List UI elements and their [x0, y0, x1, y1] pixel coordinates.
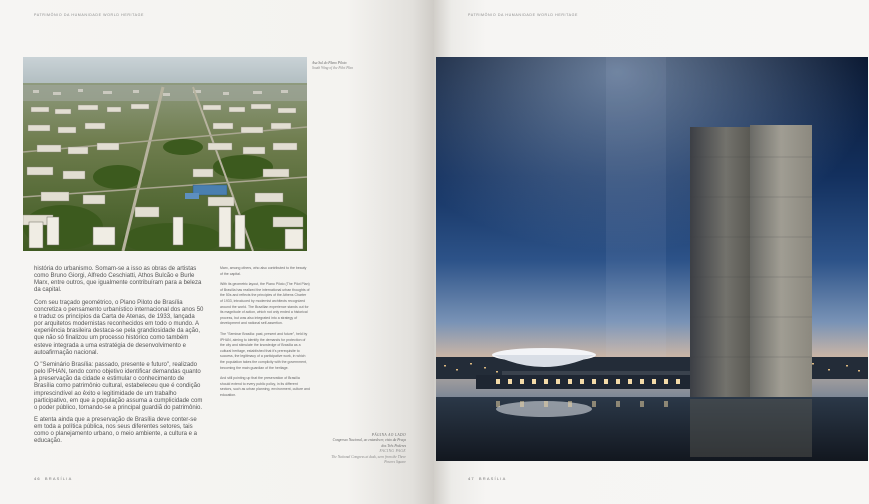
facing-caption-label-en: FACING PAGE: [379, 449, 406, 454]
paragraph: Marx, among others, who also contributed to the beauty of the capital.: [220, 266, 307, 276]
folio-title: BRASÍLIA: [44, 476, 73, 481]
right-running-head: PATRIMÔNIO DA HUMANIDADE WORLD HERITAGE: [468, 13, 579, 17]
page-number: 47: [468, 476, 475, 481]
paragraph: With its geometric layout, the Plano Piloto (The Pilot Plan) of Brasília has realized the international urban thoughts of the 50s and reflects the principles of the Athens Charter of 1933, introduced by modernist architects recognized around the world. The Brazilian experience stands out for its magnitude of action, which not only ended a historical process, but was also integrated into a strategy of development and national self-assertion.: [220, 282, 310, 326]
left-folio: [34, 476, 72, 481]
right-page: [434, 0, 869, 504]
photo-caption-top: [312, 61, 382, 72]
paragraph: And still pointing up that the preservation of Brasília should extend to every public policy, in its different sectors, such as urban planning, environment, culture and education.: [220, 376, 310, 397]
page-number: 46: [34, 476, 41, 481]
right-folio: [468, 476, 506, 481]
paragraph: história do urbanismo. Somam-se a isso as obras de artistas como Bruno Giorgi, Alfredo Ceschiatti, Athos Bulcão e Burle Marx, entre outros, que igualmente contribuíram para a beleza da capital.: [34, 266, 202, 294]
facing-caption-en: The National Congress at dusk, seen from the Three Powers Square: [331, 454, 406, 465]
left-running-head: PATRIMÔNIO DA HUMANIDADE WORLD HERITAGE: [34, 13, 145, 17]
paragraph: E atenta ainda que a preservação de Brasília deve conter-se em toda a política pública, nos seus diferentes setores, tais como o planejamento urbano, o meio ambiente, a cultura e a educação.: [34, 416, 198, 445]
facing-caption-pt: Congresso Nacional, ao entardecer, visto da Praça dos Três Poderes: [332, 438, 406, 448]
paragraph: The "Seminar Brasília: past, present and future", held by IPHAN, aiming to identify the demands for protection of the city and stimulate the knowledge of Brasília as a cultural heritage, established that it's prerequisite to success, the legitimacy of a participative work, in which the population takes the complicity with the government, becoming the main guardian of the heritage.: [220, 331, 308, 370]
aerial-city-photo: [23, 57, 307, 251]
body-text-english: [220, 266, 310, 403]
folio-title: BRASÍLIA: [478, 476, 507, 481]
left-page: [0, 0, 434, 504]
facing-caption-label-pt: PÁGINA AO LADO: [371, 433, 406, 437]
photo-caption-en: South Wing of the Pilot Plan: [312, 66, 354, 71]
photo-caption-pt: Asa Sul do Plano Piloto: [312, 61, 347, 65]
facing-page-caption: [330, 433, 406, 465]
paragraph: Com seu traçado geométrico, o Plano Piloto de Brasília concretiza o pensamento urbanístico internacional dos anos 50 e traduz os princípios da Carta de Atenas, de 1933, lançada por arquitetos modernistas reconhecidos em todo o mundo. A experiência brasileira destaca-se pela grandiosidade da ação, que não só finalizou um processo histórico como também esteve integrada a uma estratégia de desenvolvimento e autoafirmação nacional.: [34, 299, 204, 356]
national-congress-photo: [436, 57, 868, 461]
body-text-portuguese: [34, 266, 204, 451]
paragraph: O "Seminário Brasília: passado, presente e futuro", realizado pelo IPHAN, tendo como objetivo identificar demandas quanto à preservação da cidade e estimular o conhecimento de Brasília como patrimônio cultural, estabeleceu que é condição imprescindível ao êxito e legitimidade de um trabalho participativo, em que a população assuma a cumplicidade com o poder público, tornando-se a principal guardiã do patrimônio.: [34, 361, 203, 411]
